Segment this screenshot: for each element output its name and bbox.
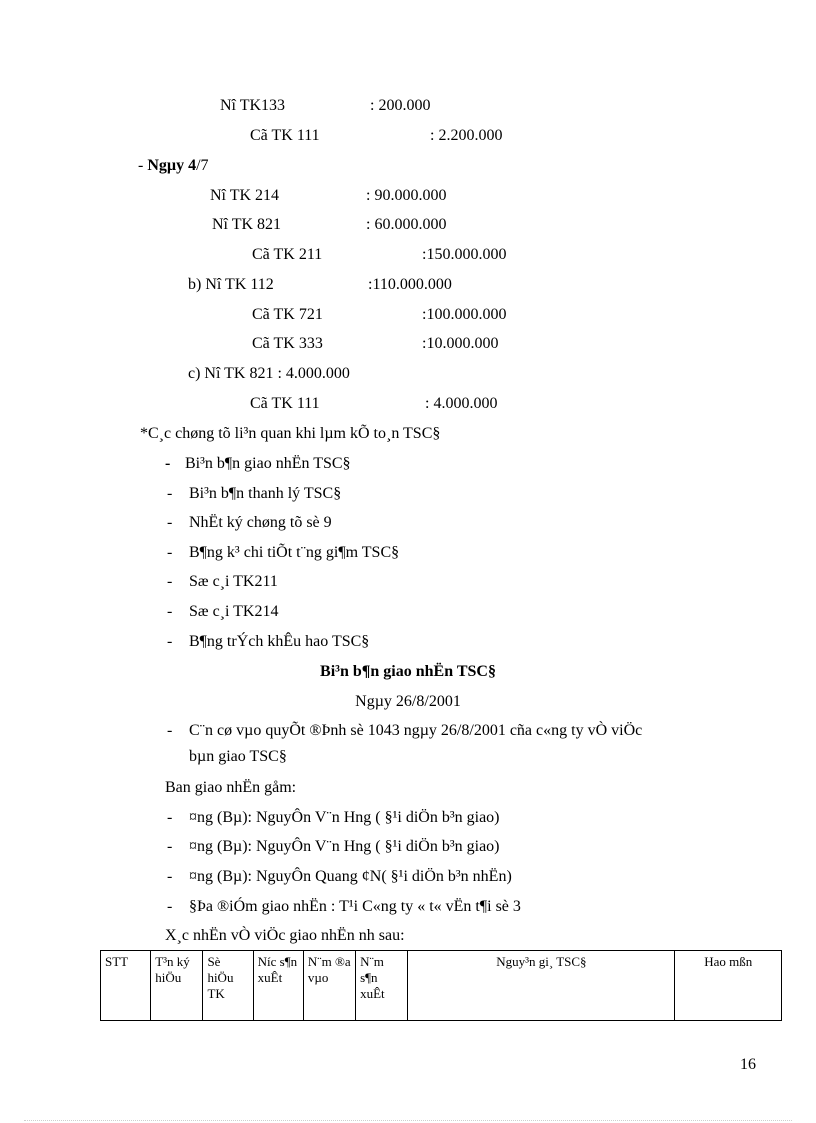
col-original-cost: Nguy³n gi¸ TSC§ (408, 951, 675, 1021)
entry-credit-tk211-amount: :150.000.000 (422, 246, 507, 263)
entry-debit-tk821-amount: : 60.000.000 (366, 216, 447, 233)
handover-location: §Þa ®iÓm giao nhËn : T¹i C«ng ty « t« vËn t¶i sè 3 (189, 898, 521, 915)
col-year-produced: N¨m s¶n xuÊt (356, 951, 408, 1021)
entry-credit-tk211: Cã TK 211 (252, 246, 323, 263)
date-month: /7 (196, 157, 209, 174)
entry-credit-tk111: Cã TK 111 (250, 127, 320, 144)
page-bottom-divider (24, 1120, 792, 1121)
entry-credit-tk111-amount: : 2.200.000 (430, 127, 503, 144)
col-year-in-use: N¨m ®a vµo (303, 951, 355, 1021)
basis-line-1: C¨n cø vµo quyÕt ®Þnh sè 1043 ngµy 26/8/2001 cña c«ng ty vÒ viÖc (189, 722, 643, 739)
doc-item-ledger-tk214: Sæ c¸i TK214 (189, 603, 279, 620)
entry-credit-tk721-amount: :100.000.000 (422, 306, 507, 323)
bullet-dash: - (167, 544, 173, 561)
entry-credit-tk111-c-amount: : 4.000.000 (425, 395, 498, 412)
bullet-dash: - (167, 898, 173, 915)
member-2: ¤ng (Bµ): NguyÔn V¨n Hng ( §¹i diÖn b³n giao) (189, 838, 500, 855)
doc-item-handover-minutes: Bi³n b¶n giao nhËn TSC§ (185, 455, 351, 472)
doc-item-detail-list: B¶ng k³ chi tiÕt t¨ng gi¶m TSC§ (189, 544, 400, 561)
entry-debit-tk214: Nî TK 214 (210, 187, 280, 204)
bullet-dash: - (167, 485, 173, 502)
confirmation-heading: X¸c nhËn vÒ viÖc giao nhËn nh sau: (165, 927, 405, 944)
col-country: Níc s¶n xuÊt (253, 951, 303, 1021)
entry-credit-tk333-amount: :10.000.000 (422, 335, 499, 352)
bullet-dash: - (167, 633, 173, 650)
minutes-title: Bi³n b¶n giao nhËn TSC§ (320, 663, 496, 680)
col-stt: STT (101, 951, 151, 1021)
date-heading (138, 156, 209, 176)
bullet-dash: - (167, 573, 173, 590)
dash: - (138, 157, 148, 174)
table-header-row (101, 951, 782, 1021)
entry-debit-tk112-amount: :110.000.000 (368, 276, 452, 293)
member-1: ¤ng (Bµ): NguyÔn V¨n Hng ( §¹i diÖn b³n giao) (189, 809, 500, 826)
related-docs-heading: *C¸c chøng tõ li³n quan khi lµm kÕ to¸n TSC§ (140, 425, 441, 442)
bullet-dash: - (167, 514, 173, 531)
asset-table (100, 950, 782, 1021)
col-name-code: T³n ký hiÖu (151, 951, 203, 1021)
entry-credit-tk333: Cã TK 333 (252, 335, 323, 352)
minutes-date: Ngµy 26/8/2001 (355, 693, 461, 710)
bullet-dash: - (167, 722, 173, 739)
entry-credit-tk111-c: Cã TK 111 (250, 395, 320, 412)
entry-debit-tk821: Nî TK 821 (212, 216, 282, 233)
basis-line-2: bµn giao TSC§ (189, 748, 287, 765)
committee-heading: Ban giao nhËn gåm: (165, 779, 297, 796)
doc-item-liquidation-minutes: Bi³n b¶n thanh lý TSC§ (189, 485, 342, 502)
entry-credit-tk721: Cã TK 721 (252, 306, 323, 323)
date-bold: Ngµy 4 (147, 157, 197, 174)
bullet-dash: - (167, 809, 173, 826)
entry-debit-tk214-amount: : 90.000.000 (366, 187, 447, 204)
col-account-number: Sè hiÖu TK (203, 951, 253, 1021)
col-depreciation: Hao mßn (675, 951, 782, 1021)
member-3: ¤ng (Bµ): NguyÔn Quang ¢N( §¹i diÖn b³n nhËn) (189, 868, 512, 885)
doc-item-depreciation: B¶ng trÝch khÊu hao TSC§ (189, 633, 370, 650)
entry-debit-tk112: b) Nî TK 112 (188, 276, 274, 293)
entry-debit-tk133: Nî TK133 (220, 97, 286, 114)
doc-item-journal-9: NhËt ký chøng tõ sè 9 (189, 514, 332, 531)
bullet-dash: - (167, 838, 173, 855)
doc-item-ledger-tk211: Sæ c¸i TK211 (189, 573, 278, 590)
entry-debit-tk133-amount: : 200.000 (370, 97, 431, 114)
bullet-dash: - (167, 868, 173, 885)
bullet-dash: - (165, 455, 171, 472)
entry-debit-tk821-c: c) Nî TK 821 : 4.000.000 (188, 365, 350, 382)
page-number: 16 (740, 1056, 756, 1073)
bullet-dash: - (167, 603, 173, 620)
